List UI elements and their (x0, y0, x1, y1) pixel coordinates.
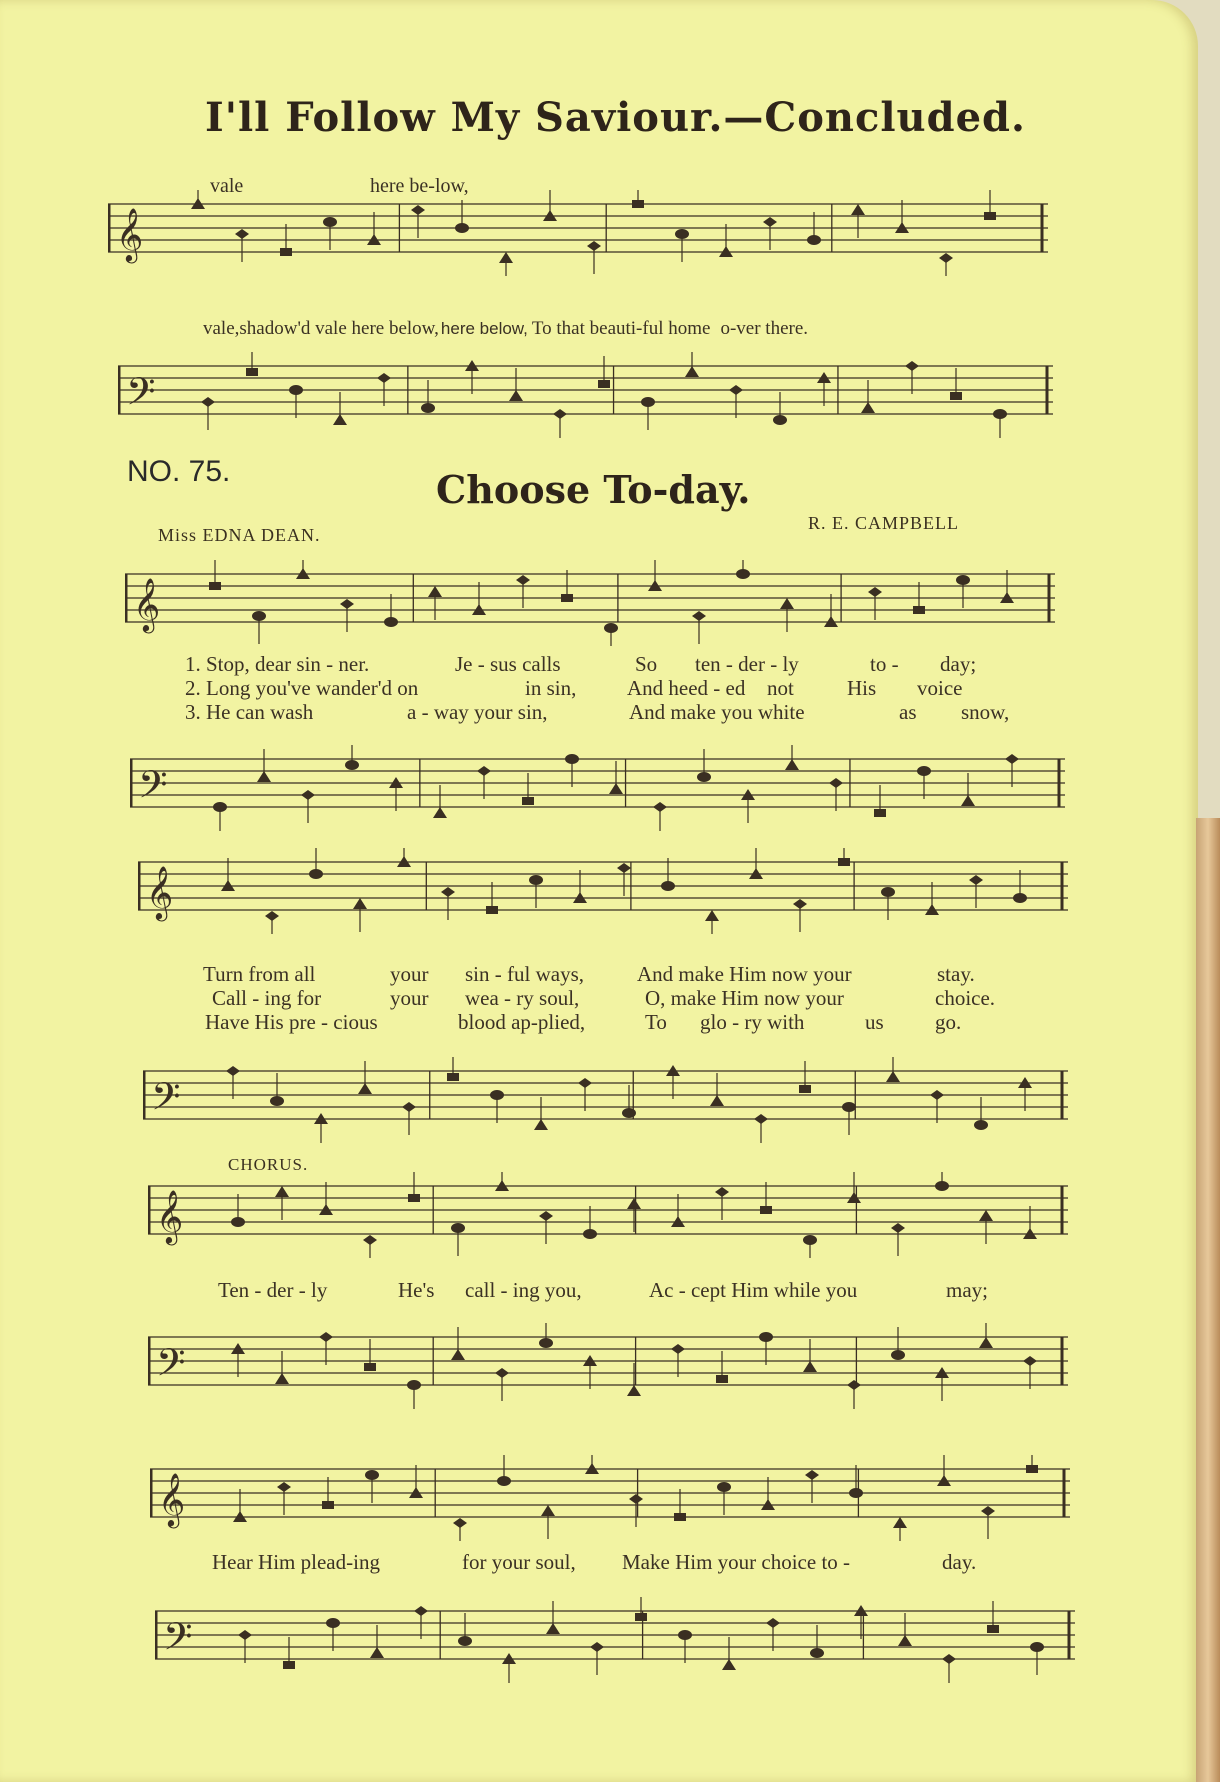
chorus-line (218, 1278, 988, 1303)
music-staff (125, 560, 1055, 646)
music-staff (148, 1172, 1068, 1258)
lyric-fragment: go. (935, 1010, 962, 1034)
lyric-fragment: in sin, (525, 676, 577, 700)
lyric-fragment: Make Him your choice to - (622, 1550, 851, 1574)
lyric-fragment: us (865, 1010, 884, 1034)
lyric-fragment: your (390, 962, 429, 986)
lyric-fragment: choice. (935, 986, 996, 1010)
clef-symbol: 𝄞 (146, 865, 174, 919)
lyric-fragment: Ten - der - ly (218, 1278, 328, 1302)
lyric-fragment: Turn from all (203, 962, 316, 986)
lyric-fragment: Hear Him plead-ing (212, 1550, 380, 1574)
clef-symbol: 𝄞 (156, 1189, 184, 1243)
lyric-line (203, 318, 808, 340)
chorus-label: CHORUS. (228, 1155, 309, 1174)
lyric-fragment: To (645, 1010, 667, 1034)
lyric-fragment: Je - sus calls (455, 652, 561, 676)
lyric-fragment: snow, (961, 700, 1010, 724)
verse-line (205, 1010, 961, 1035)
lyric-fragment: day. (942, 1550, 977, 1574)
verse-line (185, 700, 1009, 725)
lyric-fragment: blood ap-plied, (458, 1010, 586, 1034)
clef-symbol: 𝄢 (138, 762, 168, 816)
book-edge (1196, 818, 1220, 1782)
lyric-fragment: to - (870, 652, 899, 676)
clef-symbol: 𝄞 (116, 207, 144, 261)
lyric-fragment: call - ing you, (465, 1278, 582, 1302)
lyric-fragment: To that beauti-ful home (531, 318, 711, 339)
lyric-fragment: here be-low, (370, 175, 469, 197)
music-staff (138, 848, 1068, 934)
clef-symbol: 𝄢 (156, 1340, 186, 1394)
clef-symbol: 𝄢 (151, 1074, 181, 1128)
lyric-fragment: 3. He can wash (185, 700, 314, 724)
lyric-fragment: And make you white (629, 700, 805, 724)
lyric-fragment: not (767, 676, 794, 700)
music-staff (130, 745, 1065, 831)
lyric-fragment: a - way your sin, (407, 700, 548, 724)
clef-symbol: 𝄞 (133, 577, 161, 631)
lyric-fragment: wea - ry soul, (465, 986, 580, 1010)
lyric-fragment: o-ver there. (720, 318, 809, 339)
lyric-fragment: sin - ful ways, (465, 962, 584, 986)
clef-symbol: 𝄞 (158, 1472, 186, 1526)
lyric-fragment: His (847, 676, 877, 700)
lyric-fragment: And heed - ed (627, 676, 746, 700)
lyric-fragment: vale,shadow'd vale here below, (203, 318, 439, 339)
lyric-fragment: He's (398, 1278, 435, 1302)
music-staff (108, 190, 1048, 276)
lyric-fragment: Have His pre - cious (205, 1010, 378, 1034)
lyric-fragment: 1. Stop, dear sin - ner. (185, 652, 370, 676)
lyric-fragment: stay. (937, 962, 975, 986)
lyric-fragment: as (899, 700, 917, 724)
music-staff (155, 1597, 1075, 1683)
lyric-fragment: ten - der - ly (695, 652, 799, 676)
lyric-fragment: 2. Long you've wander'd on (185, 676, 419, 700)
lyric-fragment: here below, (440, 319, 528, 338)
verse-line (185, 676, 962, 701)
lyric-fragment: glo - ry with (700, 1010, 805, 1034)
clef-symbol: 𝄢 (163, 1614, 193, 1668)
lyric-fragment: vale (210, 175, 244, 197)
music-staff (143, 1057, 1068, 1143)
lyric-line (210, 175, 469, 198)
lyric-fragment: O, make Him now your (645, 986, 844, 1010)
lyric-fragment: voice (917, 676, 963, 700)
lyric-fragment: And make Him now your (637, 962, 852, 986)
author-credit: Miss EDNA DEAN. (158, 525, 321, 545)
song-title: Choose To-day. (436, 467, 751, 512)
lyric-fragment: may; (946, 1278, 988, 1302)
lyric-fragment: your (390, 986, 429, 1010)
clef-symbol: 𝄢 (126, 369, 156, 423)
music-staff (148, 1323, 1068, 1409)
music-staff (150, 1455, 1070, 1541)
lyric-fragment: Ac - cept Him while you (649, 1278, 858, 1302)
verse-line (185, 652, 976, 677)
verse-line (212, 986, 995, 1011)
lyric-fragment: day; (940, 652, 977, 676)
lyric-fragment: for your soul, (462, 1550, 576, 1574)
song-number: NO. 75. (127, 455, 231, 488)
verse-line (203, 962, 975, 987)
lyric-fragment: Call - ing for (212, 986, 322, 1010)
composer-credit: R. E. CAMPBELL (808, 513, 960, 533)
lyric-fragment: So (635, 652, 658, 676)
chorus-line (212, 1550, 976, 1575)
music-staff (118, 352, 1053, 438)
continued-song-title: I'll Follow My Saviour.—Concluded. (205, 94, 1026, 141)
